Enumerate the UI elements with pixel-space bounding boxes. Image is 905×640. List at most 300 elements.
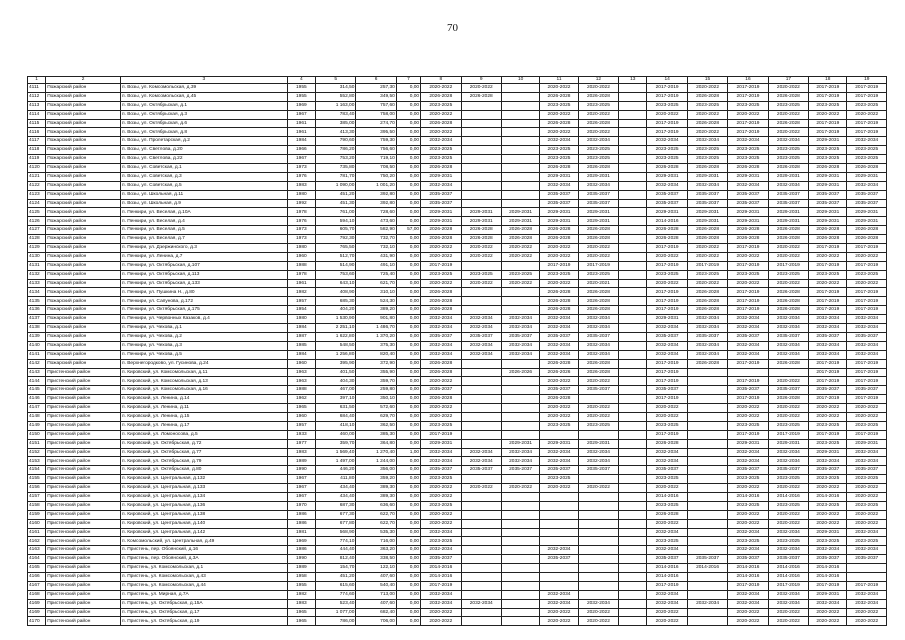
table-cell: 2017-2019 bbox=[847, 359, 887, 368]
table-cell: 2020-2022 bbox=[809, 279, 847, 288]
table-row bbox=[28, 546, 887, 555]
table-cell: 4118 bbox=[28, 146, 46, 155]
table-cell: 2035-2037 bbox=[809, 555, 847, 564]
housing-register-table bbox=[27, 76, 887, 626]
table-cell: Пристенский район bbox=[46, 581, 121, 590]
table-cell: 2023-2025 bbox=[728, 537, 768, 546]
table-cell: 2032-2034 bbox=[421, 181, 461, 190]
table-cell: Пожарский район bbox=[46, 164, 121, 173]
table-cell bbox=[578, 501, 618, 510]
table-cell: 2017-2019 bbox=[847, 297, 887, 306]
table-cell: 2029-2031 bbox=[728, 172, 768, 181]
table-cell bbox=[501, 137, 539, 146]
table-cell: 2017-2019 bbox=[809, 395, 847, 404]
table-cell: 2032-2034 bbox=[578, 350, 618, 359]
table-row bbox=[28, 235, 887, 244]
table-cell: 2035-2037 bbox=[768, 190, 808, 199]
table-cell: 0,00 bbox=[396, 475, 420, 484]
table-cell: 2023-2025 bbox=[687, 270, 727, 279]
table-cell bbox=[501, 421, 539, 430]
table-cell bbox=[578, 510, 618, 519]
table-cell: 2032-2034 bbox=[847, 324, 887, 333]
table-cell bbox=[501, 101, 539, 110]
table-cell: 2026-2028 bbox=[540, 164, 578, 173]
table-row bbox=[28, 92, 887, 101]
table-cell bbox=[578, 395, 618, 404]
table-cell: 2032-2034 bbox=[540, 546, 578, 555]
table-cell bbox=[619, 564, 647, 573]
table-cell: п. Пристень, ул. Октябрьская, д.17 bbox=[120, 608, 287, 617]
table-cell: 2032-2034 bbox=[847, 448, 887, 457]
table-cell: 2032-2034 bbox=[540, 341, 578, 350]
table-cell bbox=[619, 448, 647, 457]
table-cell: 2017-2019 bbox=[687, 261, 727, 270]
table-cell: 2032-2034 bbox=[687, 181, 727, 190]
table-row bbox=[28, 164, 887, 173]
table-cell: 719,10 bbox=[356, 155, 396, 164]
table-cell: 2029-2031 bbox=[421, 217, 461, 226]
table-cell: 1,00 bbox=[396, 448, 420, 457]
table-cell: 2026-2028 bbox=[421, 235, 461, 244]
table-row bbox=[28, 590, 887, 599]
table-cell: 713,00 bbox=[356, 590, 396, 599]
table-cell: 2029-2031 bbox=[687, 217, 727, 226]
table-cell: п. Комсомольский, ул. Центральная, д.49 bbox=[120, 537, 287, 546]
table-cell: п. Возы, ул. Советская, д.3 bbox=[120, 172, 287, 181]
table-cell: Пожарский район bbox=[46, 306, 121, 315]
table-cell: 2017-2019 bbox=[768, 261, 808, 270]
table-cell: 1988 bbox=[287, 261, 315, 270]
table-cell: п. Возы, ул. Школьная, д.11 bbox=[120, 190, 287, 199]
table-cell: 2014-2016 bbox=[809, 564, 847, 573]
table-row bbox=[28, 137, 887, 146]
table-cell: 2020-2022 bbox=[421, 412, 461, 421]
table-cell bbox=[687, 581, 727, 590]
table-cell: 2032-2034 bbox=[647, 546, 687, 555]
table-cell: 2029-2031 bbox=[687, 172, 727, 181]
table-cell: 2020-2022 bbox=[540, 279, 578, 288]
table-cell: 4150 bbox=[28, 430, 46, 439]
table-cell: 2026-2028 bbox=[768, 359, 808, 368]
table-cell: 2026-2028 bbox=[647, 439, 687, 448]
table-cell: 2032-2034 bbox=[421, 528, 461, 537]
table-cell: 2026-2028 bbox=[578, 226, 618, 235]
table-cell: 2026-2028 bbox=[421, 395, 461, 404]
table-cell: 2026-2028 bbox=[847, 235, 887, 244]
table-cell: 2032-2034 bbox=[540, 448, 578, 457]
table-cell: 0,00 bbox=[396, 252, 420, 261]
table-cell: 4131 bbox=[28, 261, 46, 270]
table-cell: 2020-2022 bbox=[578, 404, 618, 413]
table-cell: 2020-2022 bbox=[647, 519, 687, 528]
table-cell: 2020-2022 bbox=[728, 617, 768, 626]
table-cell: 4135 bbox=[28, 297, 46, 306]
table-cell: Пожарский район bbox=[46, 279, 121, 288]
table-cell: 408,90 bbox=[315, 288, 355, 297]
table-cell bbox=[501, 84, 539, 93]
table-cell: 1983 bbox=[287, 181, 315, 190]
table-row bbox=[28, 270, 887, 279]
table-cell: 1980 bbox=[287, 315, 315, 324]
table-cell: 4126 bbox=[28, 217, 46, 226]
table-cell: 2026-2028 bbox=[421, 226, 461, 235]
table-cell: 411,80 bbox=[315, 475, 355, 484]
table-cell bbox=[578, 475, 618, 484]
table-cell: Пожарский район bbox=[46, 297, 121, 306]
table-cell: 1966 bbox=[287, 146, 315, 155]
table-cell bbox=[687, 386, 727, 395]
table-cell: 2020-2022 bbox=[768, 617, 808, 626]
table-cell bbox=[619, 235, 647, 244]
table-cell: 2017-2019 bbox=[421, 261, 461, 270]
table-cell: 2023-2025 bbox=[540, 101, 578, 110]
table-cell: Пожарский район bbox=[46, 155, 121, 164]
table-cell: 2032-2034 bbox=[809, 315, 847, 324]
table-cell: 2029-2031 bbox=[501, 208, 539, 217]
table-cell: 774,60 bbox=[315, 590, 355, 599]
table-cell: 2032-2034 bbox=[728, 324, 768, 333]
table-row bbox=[28, 297, 887, 306]
table-cell: 375,30 bbox=[356, 341, 396, 350]
table-cell: 2014-2016 bbox=[809, 572, 847, 581]
table-cell bbox=[619, 137, 647, 146]
table-cell bbox=[540, 501, 578, 510]
table-cell bbox=[619, 608, 647, 617]
table-cell bbox=[461, 404, 501, 413]
table-cell: 2032-2034 bbox=[461, 315, 501, 324]
table-row bbox=[28, 457, 887, 466]
table-cell bbox=[687, 395, 727, 404]
table-cell: 2035-2037 bbox=[578, 386, 618, 395]
table-cell: 1 256,80 bbox=[315, 350, 355, 359]
table-cell bbox=[687, 608, 727, 617]
table-cell: п. Пенкири, ул. Октябрьская, д.107 bbox=[120, 261, 287, 270]
table-cell: 2017-2019 bbox=[728, 359, 768, 368]
table-cell: 2032-2034 bbox=[768, 546, 808, 555]
table-cell: 1985 bbox=[287, 341, 315, 350]
table-cell: Пожарский район bbox=[46, 341, 121, 350]
table-cell: 540,40 bbox=[356, 581, 396, 590]
table-cell: 2017-2019 bbox=[809, 377, 847, 386]
table-cell: 2023-2025 bbox=[540, 421, 578, 430]
table-cell: 2026-2028 bbox=[768, 288, 808, 297]
table-cell bbox=[501, 430, 539, 439]
table-cell: 4142 bbox=[28, 359, 46, 368]
table-cell: 2020-2022 bbox=[728, 404, 768, 413]
table-cell: 2032-2034 bbox=[421, 350, 461, 359]
table-cell: 2020-2022 bbox=[809, 608, 847, 617]
table-cell: 2020-2022 bbox=[647, 110, 687, 119]
table-cell bbox=[619, 244, 647, 253]
header-row bbox=[28, 77, 887, 84]
table-cell: 2035-2037 bbox=[847, 555, 887, 564]
table-cell: 622,70 bbox=[356, 510, 396, 519]
table-cell: 2026-2028 bbox=[578, 119, 618, 128]
table-cell: 4136 bbox=[28, 306, 46, 315]
table-cell: 404,30 bbox=[315, 377, 355, 386]
table-cell bbox=[687, 501, 727, 510]
table-cell bbox=[687, 430, 727, 439]
table-cell: 1980 bbox=[287, 244, 315, 253]
table-cell bbox=[501, 537, 539, 546]
table-row bbox=[28, 475, 887, 484]
table-cell: 2032-2034 bbox=[501, 324, 539, 333]
table-cell: 2032-2034 bbox=[647, 181, 687, 190]
table-cell: 2023-2025 bbox=[847, 537, 887, 546]
table-cell: 2017-2019 bbox=[647, 306, 687, 315]
column-header: 18 bbox=[809, 77, 847, 84]
table-cell: 582,90 bbox=[356, 226, 396, 235]
table-cell: 2020-2022 bbox=[647, 404, 687, 413]
table-cell: 434,40 bbox=[315, 484, 355, 493]
table-cell: 2020-2022 bbox=[728, 279, 768, 288]
table-cell: 1984 bbox=[287, 137, 315, 146]
table-cell: 0,00 bbox=[396, 261, 420, 270]
table-cell bbox=[540, 537, 578, 546]
table-cell: 4141 bbox=[28, 350, 46, 359]
table-cell: 757,60 bbox=[356, 101, 396, 110]
table-cell: 2014-2016 bbox=[647, 492, 687, 501]
table-cell: 1970 bbox=[287, 501, 315, 510]
table-cell: 356,00 bbox=[356, 466, 396, 475]
table-cell: 1992 bbox=[287, 199, 315, 208]
table-cell: 401,50 bbox=[315, 368, 355, 377]
table-cell: 2020-2022 bbox=[768, 404, 808, 413]
table-cell: 2020-2022 bbox=[578, 608, 618, 617]
table-cell bbox=[540, 581, 578, 590]
table-cell bbox=[619, 324, 647, 333]
table-cell: 2017-2019 bbox=[421, 430, 461, 439]
table-cell: 2029-2031 bbox=[578, 172, 618, 181]
table-cell: Пристенский район bbox=[46, 395, 121, 404]
table-cell: 2023-2025 bbox=[647, 537, 687, 546]
table-cell bbox=[687, 528, 727, 537]
table-cell: 2020-2022 bbox=[540, 84, 578, 93]
table-cell bbox=[540, 519, 578, 528]
table-cell: Пристенский район bbox=[46, 537, 121, 546]
table-cell: 2032-2034 bbox=[768, 324, 808, 333]
table-cell: 2020-2022 bbox=[768, 484, 808, 493]
table-cell bbox=[619, 537, 647, 546]
table-row bbox=[28, 208, 887, 217]
table-cell: 2014-2016 bbox=[768, 564, 808, 573]
table-cell: 2032-2034 bbox=[728, 590, 768, 599]
table-cell: 1967 bbox=[287, 475, 315, 484]
table-cell: 0,00 bbox=[396, 128, 420, 137]
table-cell: 2032-2034 bbox=[847, 528, 887, 537]
table-cell: 2020-2022 bbox=[768, 244, 808, 253]
table-cell: 2023-2025 bbox=[809, 270, 847, 279]
table-cell: 2020-2022 bbox=[768, 279, 808, 288]
table-cell: п. Кировский, ул. Октябрьская, д.77 bbox=[120, 448, 287, 457]
table-cell: 2032-2034 bbox=[421, 137, 461, 146]
table-cell: 568,90 bbox=[315, 528, 355, 537]
table-cell: 460,00 bbox=[315, 430, 355, 439]
table-cell: 716,00 bbox=[356, 537, 396, 546]
table-cell: 2020-2022 bbox=[768, 110, 808, 119]
table-cell: 0,00 bbox=[396, 617, 420, 626]
table-cell: 2032-2034 bbox=[647, 137, 687, 146]
table-cell bbox=[501, 164, 539, 173]
table-cell: 4144 bbox=[28, 377, 46, 386]
table-cell: 444,40 bbox=[315, 546, 355, 555]
table-cell: 2035-2037 bbox=[578, 190, 618, 199]
table-cell: 732,70 bbox=[356, 235, 396, 244]
table-cell: п. Возы, ул. Октябрьская, д.6 bbox=[120, 119, 287, 128]
table-cell: Пожарский район bbox=[46, 359, 121, 368]
table-cell: 2026-2028 bbox=[687, 288, 727, 297]
table-cell: 4145 bbox=[28, 386, 46, 395]
table-cell: п. Пенкири, ул. Веселая, д.5 bbox=[120, 226, 287, 235]
table-cell bbox=[501, 172, 539, 181]
table-cell: 523,40 bbox=[315, 599, 355, 608]
table-cell: 2032-2034 bbox=[461, 599, 501, 608]
table-cell: 2032-2034 bbox=[501, 350, 539, 359]
table-cell: 2020-2022 bbox=[809, 404, 847, 413]
table-cell: 2032-2034 bbox=[847, 137, 887, 146]
table-cell: п. Пристень, пер. Обоянский, д.16 bbox=[120, 546, 287, 555]
table-cell: 1958 bbox=[287, 572, 315, 581]
table-cell: 2026-2028 bbox=[578, 297, 618, 306]
table-cell: 4140 bbox=[28, 341, 46, 350]
table-cell: 1967 bbox=[287, 110, 315, 119]
table-cell bbox=[501, 572, 539, 581]
table-row bbox=[28, 564, 887, 573]
table-cell: 2023-2025 bbox=[728, 475, 768, 484]
table-cell: 2023-2025 bbox=[768, 101, 808, 110]
column-header: 6 bbox=[356, 77, 396, 84]
table-row bbox=[28, 110, 887, 119]
table-cell: 1 090,00 bbox=[315, 181, 355, 190]
table-row bbox=[28, 430, 887, 439]
table-cell: Пожарский район bbox=[46, 181, 121, 190]
table-cell: 0,00 bbox=[396, 564, 420, 573]
table-cell: 756,60 bbox=[356, 146, 396, 155]
table-cell bbox=[619, 119, 647, 128]
table-cell: 2020-2022 bbox=[647, 617, 687, 626]
table-cell: 363,20 bbox=[356, 546, 396, 555]
table-cell: 2032-2034 bbox=[540, 599, 578, 608]
table-cell: 2020-2022 bbox=[768, 84, 808, 93]
table-cell bbox=[728, 368, 768, 377]
table-cell: Пристенский район bbox=[46, 421, 121, 430]
table-cell: 2020-2022 bbox=[421, 110, 461, 119]
table-cell: 2026-2028 bbox=[461, 226, 501, 235]
table-cell: 4128 bbox=[28, 235, 46, 244]
table-cell: 2020-2022 bbox=[540, 404, 578, 413]
table-cell: 0,00 bbox=[396, 430, 420, 439]
table-cell: 2020-2022 bbox=[540, 608, 578, 617]
table-cell: 362,50 bbox=[356, 421, 396, 430]
table-cell: 2020-2022 bbox=[461, 279, 501, 288]
table-cell bbox=[619, 412, 647, 421]
table-cell bbox=[461, 359, 501, 368]
table-cell: 2035-2037 bbox=[809, 332, 847, 341]
table-cell: 4129 bbox=[28, 244, 46, 253]
table-cell: 2020-2022 bbox=[578, 110, 618, 119]
table-cell: 467,00 bbox=[315, 386, 355, 395]
table-cell: 2032-2034 bbox=[421, 590, 461, 599]
table-cell: 2020-2022 bbox=[728, 608, 768, 617]
table-cell: 2035-2037 bbox=[809, 466, 847, 475]
table-cell: 2026-2028 bbox=[687, 306, 727, 315]
table-cell: п. Кировский, ул. Центральная, д.136 bbox=[120, 501, 287, 510]
table-cell bbox=[501, 475, 539, 484]
table-cell: 2023-2025 bbox=[809, 421, 847, 430]
table-cell bbox=[501, 261, 539, 270]
table-cell: 2017-2019 bbox=[809, 288, 847, 297]
table-cell bbox=[461, 110, 501, 119]
table-cell bbox=[687, 537, 727, 546]
table-cell: 2029-2031 bbox=[809, 217, 847, 226]
table-cell: 2020-2022 bbox=[421, 128, 461, 137]
table-cell: 2020-2022 bbox=[728, 519, 768, 528]
table-cell: 2035-2037 bbox=[768, 199, 808, 208]
table-cell: 2017-2019 bbox=[647, 128, 687, 137]
table-cell: Пожарский район bbox=[46, 270, 121, 279]
table-cell bbox=[619, 599, 647, 608]
table-cell: Пристенский район bbox=[46, 555, 121, 564]
table-cell: 4117 bbox=[28, 137, 46, 146]
table-cell: 2026-2028 bbox=[578, 368, 618, 377]
table-cell: 0,00 bbox=[396, 270, 420, 279]
table-cell: 4143 bbox=[28, 368, 46, 377]
table-cell: 2035-2037 bbox=[421, 555, 461, 564]
table-cell: 4125 bbox=[28, 208, 46, 217]
table-cell: п. Возы, ул. Октябрьская, д.1 bbox=[120, 101, 287, 110]
table-cell: 687,30 bbox=[315, 501, 355, 510]
table-cell: 2026-2028 bbox=[421, 297, 461, 306]
table-cell: 392,80 bbox=[356, 199, 396, 208]
table-cell: 2032-2034 bbox=[847, 590, 887, 599]
table-cell bbox=[461, 546, 501, 555]
table-cell: 2023-2025 bbox=[768, 475, 808, 484]
table-cell: 2023-2025 bbox=[728, 155, 768, 164]
table-cell bbox=[619, 92, 647, 101]
table-cell: 2029-2031 bbox=[501, 217, 539, 226]
table-cell bbox=[687, 439, 727, 448]
table-cell bbox=[619, 519, 647, 528]
table-cell: 0,00 bbox=[396, 439, 420, 448]
table-cell: 385,30 bbox=[356, 430, 396, 439]
table-cell: 2017-2019 bbox=[728, 92, 768, 101]
table-cell: 1 270,40 bbox=[356, 448, 396, 457]
column-header: 3 bbox=[120, 77, 287, 84]
table-cell: 2020-2022 bbox=[809, 412, 847, 421]
table-cell: 2032-2034 bbox=[461, 457, 501, 466]
table-cell: 2020-2022 bbox=[847, 279, 887, 288]
table-cell: 2023-2025 bbox=[578, 270, 618, 279]
table-cell: 2020-2022 bbox=[501, 484, 539, 493]
table-cell: 2026-2028 bbox=[768, 235, 808, 244]
table-cell bbox=[578, 572, 618, 581]
table-cell: 2026-2028 bbox=[578, 306, 618, 315]
table-cell bbox=[461, 368, 501, 377]
column-header: 7 bbox=[396, 77, 420, 84]
table-cell: 2023-2025 bbox=[687, 146, 727, 155]
table-cell: 2026-2028 bbox=[687, 226, 727, 235]
table-cell: 1982 bbox=[287, 288, 315, 297]
table-cell: 4168 bbox=[28, 590, 46, 599]
table-cell: 2026-2028 bbox=[687, 235, 727, 244]
table-cell: Пристенский район bbox=[46, 599, 121, 608]
table-cell: 2017-2019 bbox=[809, 430, 847, 439]
table-cell: 2023-2025 bbox=[809, 475, 847, 484]
table-cell bbox=[501, 146, 539, 155]
table-cell bbox=[578, 564, 618, 573]
table-cell: 2020-2022 bbox=[421, 608, 461, 617]
table-cell: 2029-2031 bbox=[728, 217, 768, 226]
